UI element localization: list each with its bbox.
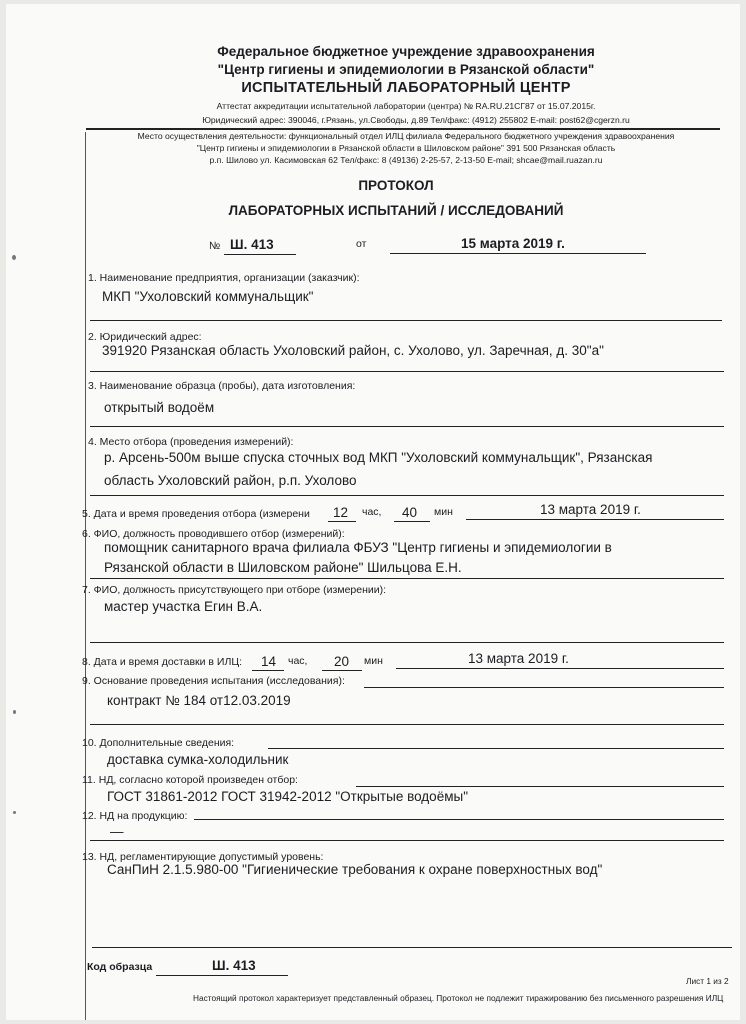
field12-label-line [194,819,724,820]
number-label: № [209,240,221,252]
field8-date: 13 марта 2019 г. [468,651,569,666]
protocol-number: Ш. 413 [230,237,274,252]
date-label: от [356,238,367,250]
date-underline [390,253,646,254]
field4-value-line2: область Ухоловский район, р.п. Ухолово [104,473,357,488]
field5-date: 13 марта 2019 г. [540,502,641,517]
field2-label: 2. Юридический адрес: [88,331,202,343]
field8-label: 8. Дата и время доставки в ИЛЦ: [82,656,243,668]
field7-value: мастер участка Егин В.А. [104,599,263,614]
sample-code-label: Код образца [87,961,153,973]
protocol-date: 15 марта 2019 г. [461,236,565,251]
sample-code-line [156,975,288,976]
field13-label: 13. НД, регламентирующие допустимый уровень: [82,851,324,863]
field6-line [90,578,724,579]
field5-min-unit: мин [434,506,453,518]
field8-hour-line [252,670,284,671]
activity-line3: р.п. Шилово ул. Касимовская 62 Тел/факс: 8 (49136) 2-25-57, 2-13-50 E-mail; shcae@mail.ruazan.ru [209,155,603,165]
field8-min-unit: мин [364,655,383,667]
field5-min: 40 [402,505,418,520]
field7-line [90,642,724,643]
field10-label-line [268,748,724,749]
activity-line2: "Центр гигиены и эпидемиологии в Рязанской области в Шиловском районе" 391 500 Рязанская область [196,143,616,153]
field6-label: 6. ФИО, должность проводившего отбор (измерений): [82,528,345,540]
field5-date-line [466,519,724,520]
field1-line [90,320,722,321]
field4-value-line1: р. Арсень-500м выше спуска сточных вод МКП "Ухоловский коммунальщик", Рязанская [104,450,653,465]
field4-label: 4. Место отбора (проведения измерений): [88,436,294,448]
field10-label: 10. Дополнительные сведения: [82,737,235,749]
field8-hour-unit: час, [288,655,308,667]
field3-label: 3. Наименование образца (пробы), дата изготовления: [88,380,356,392]
protocol-title: ПРОТОКОЛ [358,178,434,193]
field1-label: 1. Наименование предприятия, организации (заказчик): [88,272,360,284]
field3-line [90,426,724,427]
accreditation-line: Аттестат аккредитации испытательной лаборатории (центра) № RA.RU.21СГ87 от 15.07.2015г. [216,101,596,111]
center-title: ИСПЫТАТЕЛЬНЫЙ ЛАБОРАТОРНЫЙ ЦЕНТР [241,80,571,96]
field7-label: 7. ФИО, должность присутствующего при отборе (измерении): [82,584,387,596]
scan-speck [12,255,16,260]
org-name-line2: "Центр гигиены и эпидемиологии в Рязанской области" [217,62,595,77]
field11-value: ГОСТ 31861-2012 ГОСТ 31942-2012 "Открытые водоёмы" [107,789,468,804]
field8-hour: 14 [261,654,277,669]
field3-value: открытый водоём [104,400,215,415]
field1-value: МКП "Ухоловский коммунальщик" [102,289,314,304]
field5-min-line [394,521,430,522]
field5-hour-line [328,521,356,522]
document-page [6,4,740,1020]
field13-value: СанПиН 2.1.5.980-00 "Гигиенические требования к охране поверхностных вод" [107,862,603,877]
field9-line [90,724,724,725]
field8-min: 20 [334,654,350,669]
number-underline [224,254,296,255]
scan-speck [13,811,16,814]
field5-hour-unit: час, [362,506,382,518]
field2-value: 391920 Рязанская область Ухоловский район, с. Ухолово, ул. Заречная, д. 30"а" [102,343,604,358]
legal-address-line: Юридический адрес: 390046, г.Рязань, ул.Свободы, д.89 Тел/факс: (4912) 255802 E-mail: post62@cgerzn.ru [202,115,630,125]
header-divider [86,128,720,130]
protocol-subtitle: ЛАБОРАТОРНЫХ ИСПЫТАНИЙ / ИССЛЕДОВАНИЙ [228,203,564,218]
org-name-line1: Федеральное бюджетное учреждение здравоохранения [217,44,595,59]
footer-disclaimer: Настоящий протокол характеризует представленный образец. Протокол не подлежит тиражированию без письменного разрешения ИЛЦ [193,993,724,1003]
field11-label-line [356,786,724,787]
field8-date-line [396,668,724,669]
field5-label: 5. Дата и время проведения отбора (измерени [82,508,310,520]
field11-label: 11. НД, согласно которой произведен отбор: [82,774,298,786]
activity-line1: Место осуществления деятельности: функциональный отдел ИЛЦ филиала Федерального бюджетного учреждения здравоохранения [137,131,675,141]
field2-line [90,371,724,372]
field6-value-line2: Рязанской области в Шиловском районе" Шильцова Е.Н. [104,560,462,575]
field4-line [90,495,724,496]
field9-label-line [364,687,724,688]
field9-value: контракт № 184 от12.03.2019 [107,693,291,708]
field12-line [90,840,724,841]
field10-value: доставка сумка-холодильник [107,752,289,767]
field9-label: 9. Основание проведения испытания (исследования): [82,675,345,687]
field8-min-line [322,670,362,671]
field12-label: 12. НД на продукцию: [82,810,188,822]
sheet-number: Лист 1 из 2 [686,976,729,986]
field6-value-line1: помощник санитарного врача филиала ФБУЗ "Центр гигиены и эпидемиологии в [104,540,612,555]
field12-value: — [110,824,124,839]
left-margin-line [85,132,86,1020]
field5-hour: 12 [333,505,349,520]
field13-line [92,947,732,948]
scan-speck [13,710,16,714]
sample-code-value: Ш. 413 [212,958,256,973]
